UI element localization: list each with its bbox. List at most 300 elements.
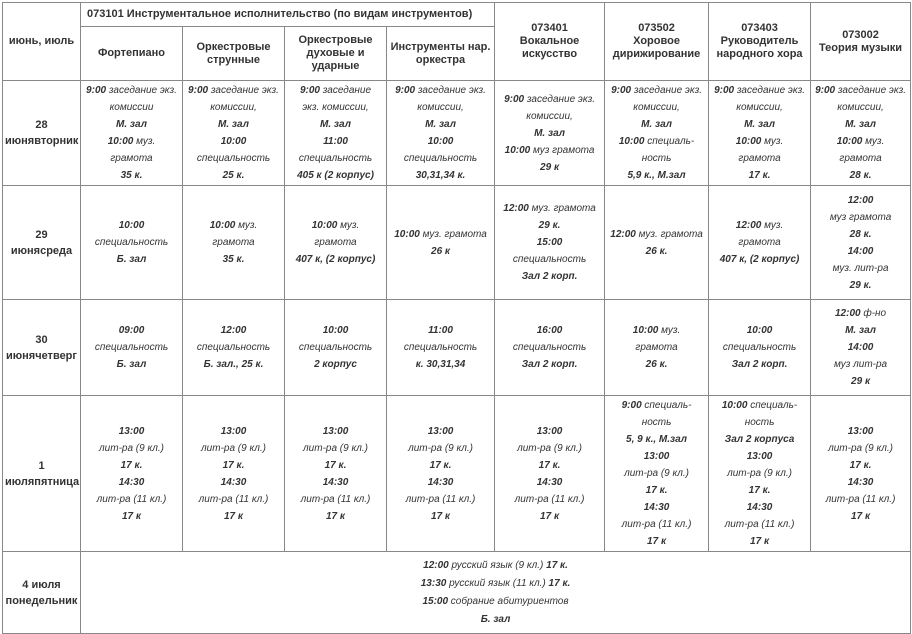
schedule-line <box>389 167 492 184</box>
event-room: 17 к. <box>548 577 571 589</box>
schedule-line <box>287 251 384 268</box>
event-room: 17 к <box>851 510 871 522</box>
event-room: 17 к. <box>538 459 561 471</box>
schedule-line <box>497 108 602 125</box>
schedule-body <box>3 81 911 552</box>
event-text: ность <box>744 417 775 428</box>
event-room: М. зал <box>425 119 456 130</box>
event-room: М. зал <box>116 119 147 130</box>
event-time: 11:00 <box>428 325 453 336</box>
schedule-line <box>711 397 808 414</box>
event-room: М. зал <box>845 119 876 130</box>
event-room: 17 к. <box>222 459 245 471</box>
event-room: 26 к <box>431 245 451 257</box>
schedule-line <box>813 356 908 373</box>
event-text: грамота <box>839 153 882 164</box>
event-text: экз. комиссии, <box>302 102 369 113</box>
event-time: 11:00 <box>323 136 348 147</box>
event-text: муз грамота <box>530 144 595 156</box>
schedule-line <box>389 133 492 150</box>
schedule-line <box>711 499 808 516</box>
event-text: лит-ра (9 кл.) <box>624 468 689 479</box>
event-time: 14:00 <box>847 342 874 353</box>
event-text: муз грамота <box>829 211 892 223</box>
event-time: 10:00 <box>735 136 762 147</box>
schedule-line <box>497 339 602 356</box>
schedule-line <box>185 339 282 356</box>
schedule-line <box>607 226 706 243</box>
schedule-line <box>389 150 492 167</box>
event-room: 17 к. <box>429 459 452 471</box>
event-text: комиссии, <box>210 102 257 113</box>
event-time: 13:00 <box>746 451 773 462</box>
schedule-cell <box>183 300 285 396</box>
event-time: 14:30 <box>536 476 563 488</box>
event-time: 13:00 <box>536 425 563 437</box>
schedule-line <box>83 116 180 133</box>
schedule-line <box>813 192 908 209</box>
schedule-line <box>813 82 908 99</box>
event-time: 14:30 <box>118 476 145 488</box>
schedule-cell <box>709 186 811 300</box>
schedule-line <box>813 167 908 184</box>
event-text: специальность <box>94 342 169 353</box>
schedule-cell <box>495 81 605 186</box>
day-weekday: четверг <box>35 349 77 362</box>
event-text: лит-ра (9 кл.) <box>727 468 792 479</box>
schedule-line <box>185 234 282 251</box>
event-text: лит-ра (9 кл.) <box>303 442 368 454</box>
event-time: 13:00 <box>847 425 874 437</box>
schedule-line <box>607 339 706 356</box>
event-time: 10:00 <box>632 325 659 336</box>
event-room: 29 к. <box>538 220 561 231</box>
schedule-line <box>607 150 706 167</box>
subcolumn-header-winds: Оркестровые духовые и ударные <box>285 27 387 81</box>
schedule-line <box>711 150 808 167</box>
event-text: заседание экз. <box>835 85 906 96</box>
event-text: специальность <box>196 153 271 164</box>
column-header-music-theory <box>811 3 911 81</box>
schedule-line <box>83 322 180 339</box>
day-weekday: пятница <box>34 475 80 488</box>
event-room: М. зал <box>320 119 351 130</box>
event-room: 29 к <box>540 161 560 173</box>
schedule-line <box>497 251 602 268</box>
subcolumn-header-strings: Оркестровые струнные <box>183 27 285 81</box>
schedule-line <box>497 508 602 525</box>
column-header-choral <box>605 3 709 81</box>
schedule-cell <box>811 300 911 396</box>
event-text: лит-ра (11 кл.) <box>514 493 585 505</box>
schedule-line <box>711 99 808 116</box>
schedule-line <box>185 491 282 508</box>
schedule-line <box>607 516 706 533</box>
schedule-cell <box>709 300 811 396</box>
schedule-cell <box>811 396 911 552</box>
schedule-line <box>497 457 602 474</box>
day-date: 30 июня <box>5 333 48 362</box>
schedule-line <box>813 99 908 116</box>
event-room: 407 к, (2 корпус) <box>295 254 376 265</box>
column-title: Руководитель народного хора <box>716 35 803 60</box>
event-room: 17 к. <box>645 485 668 496</box>
schedule-line <box>813 423 908 440</box>
event-text: русский язык (9 кл.) <box>448 559 547 571</box>
schedule-line <box>287 339 384 356</box>
event-text: ф-но <box>860 308 887 319</box>
event-room: 29 к <box>851 376 871 387</box>
schedule-row-final <box>3 552 911 634</box>
schedule-line <box>389 243 492 260</box>
schedule-line <box>497 474 602 491</box>
event-room: Зал 2 корпуса <box>724 434 795 445</box>
column-code: 073502 <box>638 22 675 34</box>
event-text: лит-ра (11 кл.) <box>405 493 476 505</box>
schedule-line <box>185 474 282 491</box>
schedule-line <box>185 508 282 525</box>
group-header <box>81 3 495 27</box>
event-text: заседание экз. <box>415 85 486 96</box>
schedule-line <box>185 457 282 474</box>
event-text: муз. <box>761 220 784 231</box>
schedule-cell <box>811 81 911 186</box>
event-time: 14:30 <box>847 476 874 488</box>
schedule-line <box>711 116 808 133</box>
schedule-line <box>813 440 908 457</box>
event-text: грамота <box>738 153 781 164</box>
event-room: 17 к. <box>324 459 347 471</box>
schedule-line <box>497 91 602 108</box>
event-time: 9:00 <box>86 85 107 96</box>
group-title: Инструментальное исполнительство (по видам инструментов) <box>126 8 473 20</box>
event-text: муз. грамота <box>635 228 703 240</box>
event-room: Б. зал <box>116 254 147 265</box>
event-time: 13:00 <box>427 425 454 437</box>
schedule-line <box>389 116 492 133</box>
schedule-line <box>389 491 492 508</box>
schedule-line <box>287 440 384 457</box>
schedule-line <box>185 322 282 339</box>
event-text: специаль- <box>644 136 695 147</box>
schedule-line <box>607 322 706 339</box>
event-text: лит-ра (9 кл.) <box>828 442 893 454</box>
event-time: 10:00 <box>618 136 645 147</box>
event-text: комиссии, <box>417 102 464 113</box>
event-time: 10:00 <box>836 136 863 147</box>
schedule-line <box>185 440 282 457</box>
schedule-line <box>287 457 384 474</box>
schedule-row <box>3 300 911 396</box>
event-text: заседание экз. <box>524 93 595 105</box>
day-weekday: среда <box>40 244 73 257</box>
schedule-line <box>185 217 282 234</box>
event-time: 9:00 <box>815 85 836 96</box>
event-room: 17 к. <box>546 559 568 571</box>
event-room: 17 к. <box>849 459 872 471</box>
event-text: лит-ра (11 кл.) <box>96 493 167 505</box>
event-time: 9:00 <box>621 400 642 411</box>
schedule-line <box>83 217 180 234</box>
column-title: Вокальное искусство <box>519 35 580 60</box>
schedule-line <box>287 150 384 167</box>
schedule-line <box>389 474 492 491</box>
event-time: 10:00 <box>427 136 454 147</box>
schedule-cell <box>605 81 709 186</box>
schedule-line <box>711 465 808 482</box>
event-text: комиссии, <box>526 110 573 122</box>
schedule-line <box>497 234 602 251</box>
schedule-line <box>607 482 706 499</box>
schedule-cell <box>495 186 605 300</box>
schedule-line <box>185 150 282 167</box>
event-text: заседание экз. <box>734 85 805 96</box>
header-row-top <box>3 3 911 27</box>
event-time: 12:00 <box>503 203 529 214</box>
schedule-line <box>287 234 384 251</box>
event-text: лит-ра (9 кл.) <box>517 442 582 454</box>
schedule-line <box>287 474 384 491</box>
schedule-line <box>185 116 282 133</box>
schedule-line <box>287 491 384 508</box>
event-time: 9:00 <box>188 85 209 96</box>
event-time: 12:00 <box>610 228 636 240</box>
schedule-line <box>711 533 808 550</box>
event-text: грамота <box>110 153 153 164</box>
schedule-line <box>711 448 808 465</box>
event-time: 9:00 <box>611 85 632 96</box>
event-time: 12:00 <box>735 220 762 231</box>
event-text: заседание экз. <box>631 85 702 96</box>
schedule-table <box>2 2 911 634</box>
schedule-line <box>185 423 282 440</box>
event-time: 14:30 <box>427 476 454 488</box>
event-room: 26 к. <box>645 359 668 370</box>
schedule-line <box>497 356 602 373</box>
event-time: 10:00 <box>322 325 349 336</box>
schedule-cell <box>709 81 811 186</box>
event-room: 29 к. <box>849 279 872 291</box>
event-time: 9:00 <box>395 85 416 96</box>
event-text: комиссии, <box>633 102 680 113</box>
event-room: 35 к. <box>120 170 143 181</box>
schedule-line <box>607 533 706 550</box>
event-room: 17 к <box>750 536 770 547</box>
schedule-line <box>287 82 384 99</box>
event-text: лит-ра (9 кл.) <box>201 442 266 454</box>
schedule-line <box>813 339 908 356</box>
event-text: грамота <box>635 342 678 353</box>
schedule-line <box>287 508 384 525</box>
event-text: муз лит-ра <box>833 359 888 370</box>
event-time: 13:00 <box>118 425 145 437</box>
schedule-line <box>83 356 180 373</box>
event-time: 9:00 <box>299 85 320 96</box>
schedule-line <box>497 423 602 440</box>
event-text: заседание экз. <box>208 85 279 96</box>
event-time: 13:00 <box>220 425 247 437</box>
event-time: 10:00 <box>209 220 236 231</box>
schedule-line <box>497 217 602 234</box>
day-cell <box>3 300 81 396</box>
event-text: собрание абитуриентов <box>448 595 569 607</box>
event-room: 5,9 к., М.зал <box>627 170 686 181</box>
event-room: 17 к <box>647 536 667 547</box>
event-text: специальность <box>298 342 373 353</box>
event-room: 17 к <box>431 510 451 522</box>
schedule-line <box>83 491 180 508</box>
day-date: 28 июня <box>5 119 48 147</box>
day-cell <box>3 81 81 186</box>
day-date: 1 июля <box>5 459 45 488</box>
schedule-line <box>607 99 706 116</box>
event-room: 17 к. <box>120 459 143 471</box>
schedule-row <box>3 81 911 186</box>
schedule-line <box>389 82 492 99</box>
schedule-row <box>3 396 911 552</box>
schedule-cell <box>81 396 183 552</box>
event-time: 10:00 <box>504 144 531 156</box>
event-text: муз. <box>337 220 360 231</box>
event-time: 12:00 <box>220 325 247 336</box>
event-room: 17 к. <box>748 170 771 181</box>
schedule-line <box>607 448 706 465</box>
column-title: Хоровое дирижирование <box>612 35 701 60</box>
schedule-cell <box>605 186 709 300</box>
schedule-line <box>83 234 180 251</box>
schedule-line <box>83 167 180 184</box>
column-header-folk-choir <box>709 3 811 81</box>
schedule-cell <box>81 300 183 396</box>
schedule-line <box>607 243 706 260</box>
event-text: специальность <box>298 153 373 164</box>
schedule-line <box>711 167 808 184</box>
schedule-line <box>497 159 602 176</box>
event-time: 15:00 <box>536 237 563 248</box>
schedule-line <box>813 277 908 294</box>
event-room: 25 к. <box>222 170 245 181</box>
schedule-line <box>711 516 808 533</box>
event-text: лит-ра (11 кл.) <box>825 493 896 505</box>
schedule-cell <box>387 396 495 552</box>
subcolumn-header-piano: Фортепиано <box>81 27 183 81</box>
event-time: 10:00 <box>394 228 420 240</box>
column-header-vocal <box>495 3 605 81</box>
event-text: комиссии <box>109 102 154 113</box>
event-text: муз. лит-ра <box>832 262 889 274</box>
event-time: 13:00 <box>322 425 349 437</box>
schedule-line <box>711 82 808 99</box>
schedule-line <box>83 440 180 457</box>
event-room: 2 корпус <box>314 359 357 370</box>
schedule-line <box>389 457 492 474</box>
schedule-cell <box>387 186 495 300</box>
event-room: М. зал <box>845 325 876 336</box>
event-room: Б. зал <box>116 359 147 370</box>
event-text: лит-ра (11 кл.) <box>198 493 269 505</box>
subcolumn-header-folk-instruments: Инструменты нар. оркестра <box>387 27 495 81</box>
event-text: заседание <box>319 85 372 96</box>
schedule-cell <box>285 81 387 186</box>
event-room: 17 к <box>540 510 560 522</box>
event-text: специальность <box>196 342 271 353</box>
schedule-line <box>607 414 706 431</box>
column-code: 073401 <box>531 22 568 34</box>
event-text: ность <box>641 417 672 428</box>
column-title: Теория музыки <box>819 41 903 54</box>
schedule-line <box>497 322 602 339</box>
event-text: специаль- <box>641 400 692 411</box>
day-column-header: июнь, июль <box>3 3 81 81</box>
schedule-line <box>607 133 706 150</box>
schedule-line <box>607 431 706 448</box>
schedule-cell <box>495 396 605 552</box>
day-weekday: вторник <box>34 135 79 147</box>
event-room: М. зал <box>744 119 775 130</box>
event-time: 13:00 <box>643 451 670 462</box>
schedule-line <box>287 99 384 116</box>
event-text: ность <box>641 153 672 164</box>
event-text: лит-ра (9 кл.) <box>408 442 473 454</box>
schedule-line <box>813 226 908 243</box>
event-text: муз. <box>862 136 885 147</box>
schedule-line <box>389 440 492 457</box>
schedule-line <box>711 356 808 373</box>
event-time: 12:00 <box>847 194 874 206</box>
day-cell <box>3 396 81 552</box>
schedule-line <box>83 82 180 99</box>
schedule-line <box>83 150 180 167</box>
schedule-line <box>83 575 908 593</box>
schedule-line <box>497 200 602 217</box>
event-room: Зал 2 корп. <box>731 359 788 370</box>
event-room: 407 к, (2 корпус) <box>719 254 800 265</box>
schedule-line <box>497 491 602 508</box>
schedule-cell <box>387 300 495 396</box>
schedule-line <box>389 356 492 373</box>
event-text: специальность <box>403 342 478 353</box>
schedule-line <box>185 82 282 99</box>
schedule-line <box>83 339 180 356</box>
event-room: 17 к <box>224 510 243 522</box>
event-text: грамота <box>738 237 781 248</box>
schedule-cell <box>285 300 387 396</box>
event-text: заседание экз. <box>106 85 177 96</box>
schedule-line <box>83 611 908 629</box>
schedule-line <box>83 133 180 150</box>
schedule-cell <box>183 186 285 300</box>
event-text: муз. <box>761 136 784 147</box>
schedule-line <box>813 491 908 508</box>
event-text: лит-ра (11 кл.) <box>300 493 371 505</box>
event-room: 17 к. <box>748 485 771 496</box>
schedule-line <box>83 474 180 491</box>
event-room: М. зал <box>641 119 672 130</box>
day-cell <box>3 186 81 300</box>
event-time: 10:00 <box>118 220 145 231</box>
event-text: муз. грамота <box>528 203 596 214</box>
event-time: 10:00 <box>721 400 748 411</box>
event-room: 28 к. <box>849 170 872 181</box>
schedule-line <box>287 356 384 373</box>
schedule-cell <box>285 186 387 300</box>
event-room: 26 к. <box>645 245 668 257</box>
event-time: 9:00 <box>504 93 525 105</box>
event-text: специальность <box>512 254 587 265</box>
schedule-line <box>497 440 602 457</box>
schedule-line <box>83 251 180 268</box>
event-text: специальность <box>722 342 797 353</box>
